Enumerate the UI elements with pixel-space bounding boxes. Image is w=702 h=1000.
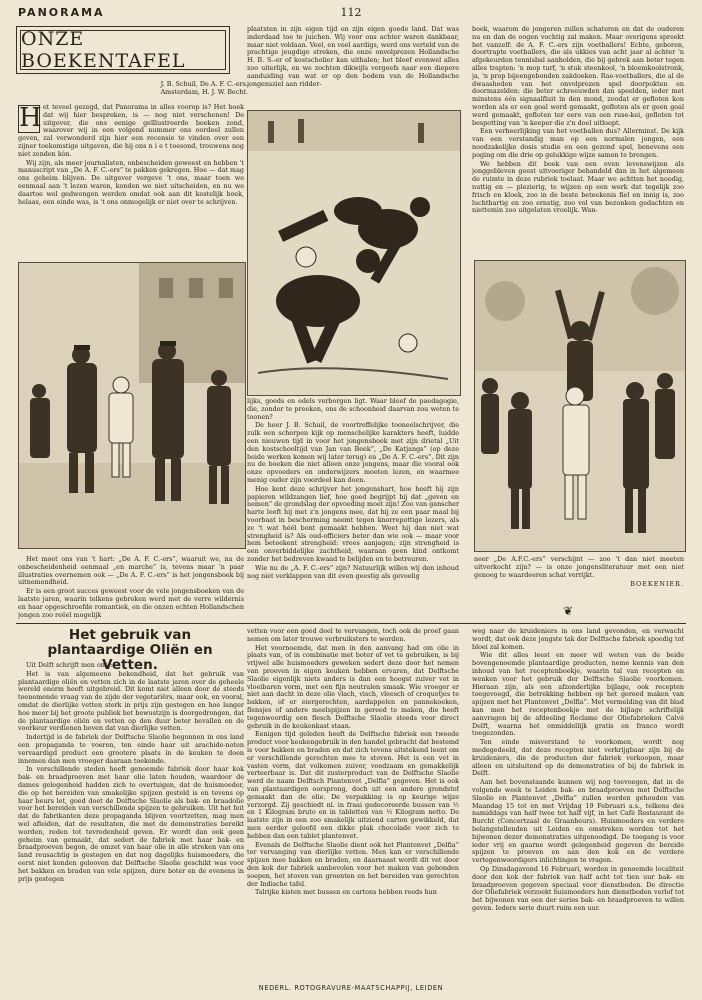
- paragraph: Het is van algemeene bekendheid, dat het gebruik van plantaardige oliën en vetten zich in de laatste jaren over de geheele wereld enorm heeft uitgebreid. Dit komt niet alleen door de steeds toenemende vraag van de zijde der vegetariërs, maar ook, en vooral, omdat de dierlijke vetten sterk in prijs zijn gestegen en hoe langer hoe meer bij het groote publiek het bewustzijn is doorgedrongen, dat de plantaardige oliën en vetten op den duur beter bevallen en de voorkeur verdienen boven dat van dierlijke vetten.: [18, 669, 244, 733]
- article2-col1-text: [18, 662, 244, 980]
- football-scene-image: [248, 111, 460, 395]
- byline: [120, 80, 248, 96]
- paragraph: boek, waarom de jongeren zullen schateren en dat de ouderen nu en dan de oogen vochtig zal maken. Maar overigens spreekt het vanzelf: de A. F. C.-ers zijn voetballers! Echte, geboren, doortrapte voetballers, die als ukkies van acht jaar al achter 'n afgekeurden tennisbal aanholden, die bij gebrek aan beter tegen alles trapten: 'n mop turf, 'n stuk steenkool, 'n bloemkoolstronk, ja, 'n prop bijeengebonden zakdoeken. Rae-voetballers, die al de dwaasheden van het onvolprezen spel doorpokten en doormazelden: die beter schreeuwden dan speelden, ieder met minstens één signaalfluit in den mond, zoodat er gefloten kon worden als er een goal werd gemaakt, gefloten als er geen goal werd gemaakt, gefloten ter eere van een ruse-kei, gefloten tot bespotting van 'n keeper die z'n doel uitloopt.: [472, 26, 684, 127]
- paragraph: Wij zijn, als meer journalisten, onbescheiden geweest en hebben 't manuscript van „De A. F. C.-ers” te pakken gekregen. Hoe — dat mag ons geheim blijven. De uitgever vergeve 't ons, maar toen we eenmaal aan 't lezen waren, konden we niet uitscheiden, en nu we daartoe wel gedwongen werden omdat ook aan dit kostelijk boek, helaas, een einde was, is 't ons onmogelijk er niet over te schrijven.: [18, 158, 244, 206]
- article2-col3-text: [472, 628, 684, 980]
- paragraph: Aan het bovenstaande kunnen wij nog toevoegen, dat in de volgende week te Leiden bak- en braadproeven met Delftsche Slaolie en Plantenvet „Delfia” zullen worden gehouden van Maandag 15 tot en met Vrijdag 19 Februari a.s., telkens des namiddags van half twee tot half vijf, in het Café Restaurant de Burcht (Concertzaal de Graanbeurs). Huismoeders en verdere belangstellenden uit Leiden en omstreken worden tot het bijwonen dezer demonstraties uitgenoodigd. De toegang is voor ieder vrij en gaarne wordt gelegenheid gegeven de bereide spijzen te proeven en aan den kok en de verdere vertegenwoordigers inlichtingen te vragen.: [472, 778, 684, 865]
- signature: BOEKENIER.: [630, 580, 684, 589]
- illustration-street-scene: [18, 262, 246, 549]
- caption: Het moet ons van 't hart: „De A. F. C.-ers”, waaruit we, na de onbescheidenheid eenmaal „en marche” is, tevens maar 'n paar illustraties overnemen ook — „De A. F. C.-ers” is het jongensboek bij uitnemendheid.: [18, 556, 244, 587]
- article1-col2-text: [247, 398, 459, 620]
- page-header: [18, 6, 684, 22]
- paragraph: Wie nu de „A. F. C.-ers” zijn? Natuurlijk willen wij den inhoud nog niet verklappen van dit even geestig als gevoelig: [247, 563, 459, 580]
- article1-col3-text: [472, 26, 684, 256]
- paragraph: Evenals de Delftsche Slaolie dient ook het Plantenvet „Delfia” ter vervanging van dierlijke vetten. Men kan er verschillende spijzen mee bakken en braden, en daarnaast wordt dit vet door den kok der fabriek aanbevolen voor het maken van gebonden soepen, het stoven van groenten en het bereiden van gerechten der Indische tafel.: [247, 840, 459, 888]
- article1-col1-text: [18, 104, 244, 260]
- ornament-icon: ❦: [563, 604, 574, 618]
- paragraph: In verschillende steden heeft genoemde fabriek door haar kok bak- en braadproeven met haar olie laten houden, waardoor de dames gelegenheid hadden zich te overtuigen, dat de huismoeder, die op het bereiden van smakelijke spijzen gesteld is en tevens op haar beurs let, goed doet de Delftsche Slaolie als bak- en braadolie voor het bereiden van verschillende spijzen te gebruiken. Uit het feit dat de fabrikanten deze propaganda blijven voortzetten, mag men wel afleiden, dat de resultaten, die met de demonstraties bereikt worden, reden tot tevredenheid geven. Er wordt dan ook geen geheim van gemaakt, dat sedert de fabriek met haar bak- en braadproeven begon, de omzet van haar olie in alle streken van ons land reusachtig is gestegen en dat nog dagelijks huismoeders, die eerst niet konden gelooven dat Delftsche Slaolie geschikt was voor het bakken en braden van vele spijzen, dure boter en de evenens in prijs gestegen: [18, 765, 244, 883]
- paragraph: De heer J. B. Schuil, de voortreffelijke tooneelschrijver, die zulk een scherpen kijk op menschelijke karakters heeft, luidde een nieuwen tijd in voor het jongensboek met zijn drietal „Uit den kostschooltijd van Jan van Beek”, „De Katjangs” (op deze beide werken komen wij later terug) en „De A. F. C.-ers”. Dit zijn nu de boeken die niet alleen onze jongens, maar die vooral ook onze opvoeders en onderwijzers moeten lezen, en waarmee menig ouder zijn voordeel kan doen.: [247, 421, 459, 484]
- paragraph: Het voornoemde, dat men in den aanvang had om olie in plaats van, of in combinatie met boter of vet te gebruiken, is bij vrijwel alle huismoeders geweken sedert deze door het nemen van proeven in eigen keuken hebben ervaren, dat Delftsche Slaolie eigenlijk niets anders is dan een hoogst zuiver vet in vloeibaren vorm, met een fijn neutralen smaak. Wie vroeger er niet aan dacht in deze olie vlach, visch, vleesch of croquetjes te bakken, of er eiergerechten, aardappelen en pannekoeken, flensjes of andere meelspijzen in gereed te maken, die heeft tegenwoordig een flesch Delftsche Slaolie steeds voor direct gebruik in de keukenkast staan.: [247, 643, 459, 730]
- article2-col2-text: [247, 628, 459, 980]
- paragraph: Wie dit alles leest en meer wil weten van de beide bovengenoemde plantaardige producten, neme kennis van den inhoud van het receptenboekje, waarin tal van recepten en wenken voor het gebruik der Delftsche Slaolie voorkomen. Hieraan zijn, als een afzonderlijke bijlage, ook recepten toegevoegd, die betrekking hebben op het gereed maken van spijzen met het Plantenvet „Delfia”. Met vermelding van dit blad kan men het receptenboekje met de bijlage schriftelijk aanvragen bij de afdeeling Reclame der Oliefabrieken Calvé Delft, waarna het onmiddellijk gratis en franco wordt toegezonden.: [472, 651, 684, 738]
- illustration-football-scene: [247, 110, 461, 396]
- paragraph: Indertijd is de fabriek der Delftsche Slaolie begonnen in ons land een propaganda te voeren, ten einde haar uit arachide-noten vervaardigd product een grootere plaats in de keuken te doen innemen dan men vroeger daaraan toekende.: [18, 733, 244, 765]
- paragraph: Een verheerlijking van het voetballen dus? Allerminst. De kijk van een verstandig man op een normalen jongen, een noodzakelijke dosis studie en een gezond spel, benevens een poging om die drie op gelukkige wijze samen te brengen.: [472, 127, 684, 159]
- paragraph: Op Dinsdagavond 16 Februari, worden in genoemde localiteit door den kok der fabriek van half acht tot tien uur bak- en braadproeven gegeven speciaal voor dienstboden. De directie der Oliefabriek verzoekt huismoeders hun dienstboden verlof tot het bijwonen van een der series bak- en braadproeven te willen geven. Iedere serie duurt ruim een uur.: [472, 864, 684, 912]
- byline-line: J. B. Schuil, De A. F. C.-ers.: [160, 80, 248, 88]
- article1-col3-bottom: [474, 556, 684, 602]
- paragraph: Talrijke kisten met bussen en cartons hebben reeds hun: [255, 888, 437, 897]
- byline-line: Amsterdam, H. J. W. Becht.: [160, 88, 248, 96]
- article-title: ONZE BOEKENTAFEL: [21, 28, 186, 72]
- paragraph: Uit Delft schrijft men ons :: [26, 662, 113, 669]
- caption: neer „De A.F.C.-ers” verschijnt — zoo 't dan niet meeten uitverkocht zijn? — is onze jongensliteratuur met een niet genoeg te waardeeren schat verrijkt.: [474, 556, 684, 579]
- drop-cap: H: [19, 104, 42, 133]
- printer-footer: NEDERL. ROTOGRAVURE-MAATSCHAPPIJ, LEIDEN: [258, 984, 444, 992]
- magazine-name: PANORAMA: [18, 6, 105, 19]
- street-scene-image: [19, 263, 245, 548]
- cheering-boys-image: [475, 261, 685, 551]
- paragraph: weg naar de kruideniers in ons land gevonden, en verwacht wordt, dat ook deze jongste tak der Delftsche fabriek spoedig tot bloei zal komen.: [472, 628, 684, 651]
- paragraph: et teveel gezegd, dat Panorama in alles voorop is? Het boek dat wij hier bespreken, is — nog niet verschenen! De uitgever, die ons eenige geïllustreerde boeken zond, waarover wij in een volgend nummer ons oordeel zullen geven, zal verwonderd zijn hier een recensie te vinden over een zijner toekomstige uitgaven, die hij ons n i e t toesond, trouwens nog niet zenden kòn.: [18, 104, 244, 158]
- paragraph: vetten voor een goed deel te vervangen, toch ook de proef gaan nemen om later trouwe verbruiksters te worden.: [247, 628, 459, 643]
- article1-col2-top: [247, 26, 459, 110]
- article-divider: [16, 623, 686, 624]
- paragraph: Eenigen tijd geleden heeft de Delftsche fabriek een tweede product voor keukengebruik in den handel gebracht dat bestemd is voor bakken en braden en dat zich tevens uitstekend leent om er verschillende gerechten mee te stoven. Het is een vet in vasten vorm, dat volkomen zuiver, voedzaam en gemakkelijk verteerbaar is. Dat dit zusterproduct van de Delftsche Slaolie werd de naam Delftsch Plantenvet „Delfia” gegeven. Het is ook van plantaardigen oorsprong, doch uit een andere grondstof gemaakt dan de olie. De verpakking is op keurige wijze verzorgd. Zij geschiedt nl. in fraai gedecoreerde bussen van ½ en 1 Kilogram bruto en in tabletten van ½ Kilogram netto. De laatste zijn in een zoo smakelijk uitziend carton gewikkeld, dat men eerder geloofd een dikke plak chocolade voor zich te hebben dan een tablet plantenvet.: [247, 730, 459, 840]
- paragraph: Er is een groot succes geweest voor de vele jongensboeken van de laatste jaren, waarin telkens gebroken werd met de verre wildernis en haar opgeschroefde romantiek, en die onzen echten Hollandschen jongen zoo reëel mogelijk: [18, 587, 244, 619]
- illustration-cheering-boys: [474, 260, 686, 552]
- page-number: 112: [340, 6, 362, 19]
- article1-col1-bottom: [18, 556, 244, 620]
- paragraph: We hebben dit boek van een even levenswijzen als jonggebleven geest uitvoeriger behandeld dan in het algemeen de ruimte in deze rubriek toelaat. Maar we achtten het noodig, nuttig en — plezierig, te wijzen op een werk dat tegelijk zoo frisch en kloek, zoo in de beste beteekenis fiel en innig is, zoo luchthartig en zoo ernstig, zoo vol van bezonken gedachten en niettemin zoo uitgelaten vroolijk. Wan-: [472, 159, 684, 215]
- article-title-box: [16, 26, 230, 74]
- paragraph: lijks, goeds en edels verborgen ligt. Waar bleef de paedagogie, die, zonder te preeken, ons de schoonheid daarvan zou weten te toonen?: [247, 398, 459, 421]
- article2-title: Het gebruik van plantaardige Oliën en Vetten.: [47, 627, 213, 673]
- paragraph: Ten einde misverstand te voorkomen, wordt nog medegedeeld, dat deze recepten niet verkrijgbaar zijn bij de kruideniers, die de producten der fabriek verkoopen, maar alleen en uitsluitend op de demonstraties of bij de fabriek in Delft.: [472, 738, 684, 778]
- paragraph: plaatsten in zijn eigen tijd en zijn eigen goede land. Dat was inderdaad toe te juichen. Wij voor ons achter waren dankbaar, maar niet voldaan. Veel, en veel aardigs, werd ons verteld van de prachtige jeugdige streken, die onze onvolprezen Hollandsche H. B. S.-er of kostscholier kan uithalen; het bleef evenwel alles zoo uiterlijk, en we zochten dikwijls vergeefs naar een diepere aanduiding van wat er op den bodem van de Hollandsche jongensziel aan ridder-: [247, 26, 459, 88]
- paragraph: Hoe kent deze schrijver het jongenshart, hoe heeft hij zijn papieren wildzangen lief, hoe goed begrijpt hij dat „geven en nemen” de grondslag der opvoeding moet zijn! Zoo van ganscher harte leeft hij met z'n jongens mee, dat hij ze een paar maal bij voorbaat in bescherming neemt tegen knorrepottige lezers, als ze 't wat héél bont gemaakt hebben. Weet hij dan niet wat strengheid is? Als oud-officiers beter dan wie ook — maar voor hem beteekent strengheid: vrees aanjagen; zijn strengheid is een onverbiddelijke zachtheid, waaraan geen kind ontkomt zonder het bedreven kwaad te belijden en te betreuren.: [247, 484, 459, 563]
